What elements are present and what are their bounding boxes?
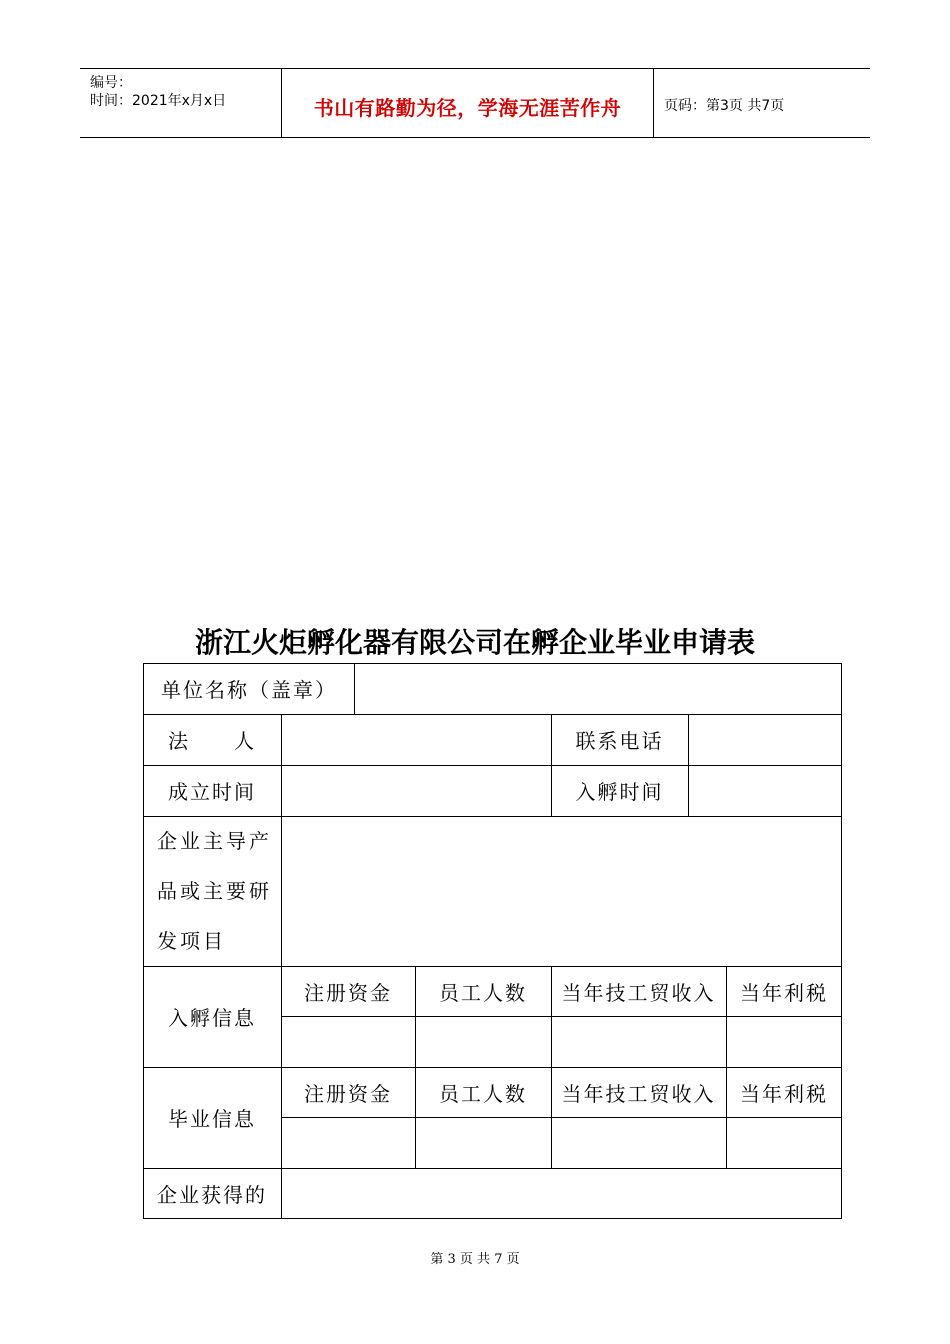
header-motto-cell bbox=[282, 69, 654, 137]
table-rule bbox=[841, 663, 842, 1219]
graduation-employees-field[interactable] bbox=[416, 1118, 551, 1168]
graduation-employees-header: 员工人数 bbox=[439, 1081, 527, 1106]
graduation-tax-field[interactable] bbox=[727, 1118, 841, 1168]
unit-name-field[interactable] bbox=[355, 664, 841, 714]
graduation-capital-header: 注册资金 bbox=[304, 1081, 392, 1106]
main-product-field[interactable] bbox=[282, 817, 841, 966]
incubation-capital-field[interactable] bbox=[282, 1017, 415, 1067]
graduation-info-label: 毕业信息 bbox=[168, 1107, 256, 1131]
graduation-capital-field[interactable] bbox=[282, 1118, 415, 1168]
legal-person-label: 法 人 bbox=[168, 729, 256, 753]
legal-person-field[interactable] bbox=[282, 715, 551, 765]
unit-name-label: 单位名称（盖章） bbox=[161, 678, 337, 702]
main-product-label: 企业主导产品或主要研发项目 bbox=[157, 829, 272, 953]
graduation-income-field[interactable] bbox=[552, 1118, 726, 1168]
document-number-label: 编号： bbox=[90, 75, 132, 91]
awards-field[interactable] bbox=[282, 1169, 841, 1218]
incubation-employees-field[interactable] bbox=[416, 1017, 551, 1067]
incubation-tax-field[interactable] bbox=[727, 1017, 841, 1067]
header-meta bbox=[80, 69, 282, 137]
header-motto: 书山有路勤为径，学海无涯苦作舟 bbox=[313, 96, 622, 120]
incubation-employees-header: 员工人数 bbox=[439, 980, 527, 1005]
incubation-income-field[interactable] bbox=[552, 1017, 726, 1067]
incubation-capital-header: 注册资金 bbox=[304, 980, 392, 1005]
contact-phone-field[interactable] bbox=[689, 715, 841, 765]
incubation-time-label: 入孵时间 bbox=[575, 780, 664, 804]
incubation-tax-header: 当年利税 bbox=[740, 980, 828, 1005]
header-page-info: 页码：第3页 共7页 bbox=[664, 98, 785, 114]
form-title: 浙江火炬孵化器有限公司在孵企业毕业申请表 bbox=[194, 626, 755, 659]
graduation-income-header: 当年技工贸收入 bbox=[561, 1081, 716, 1106]
graduation-tax-header: 当年利税 bbox=[740, 1081, 828, 1106]
page-footer: 第 3 页 共 7 页 bbox=[430, 1252, 520, 1267]
header-page-cell bbox=[654, 69, 870, 137]
founded-time-field[interactable] bbox=[282, 766, 551, 816]
table-rule bbox=[143, 1218, 842, 1219]
application-form-table bbox=[143, 663, 842, 1219]
incubation-income-header: 当年技工贸收入 bbox=[561, 980, 716, 1005]
founded-time-label: 成立时间 bbox=[168, 780, 256, 804]
awards-label: 企业获得的 bbox=[157, 1182, 267, 1207]
document-time-label: 时间：2021年x月x日 bbox=[90, 93, 227, 109]
incubation-time-field[interactable] bbox=[689, 766, 841, 816]
contact-phone-label: 联系电话 bbox=[575, 729, 664, 753]
page-header bbox=[80, 68, 870, 138]
incubation-info-label: 入孵信息 bbox=[168, 1006, 256, 1030]
